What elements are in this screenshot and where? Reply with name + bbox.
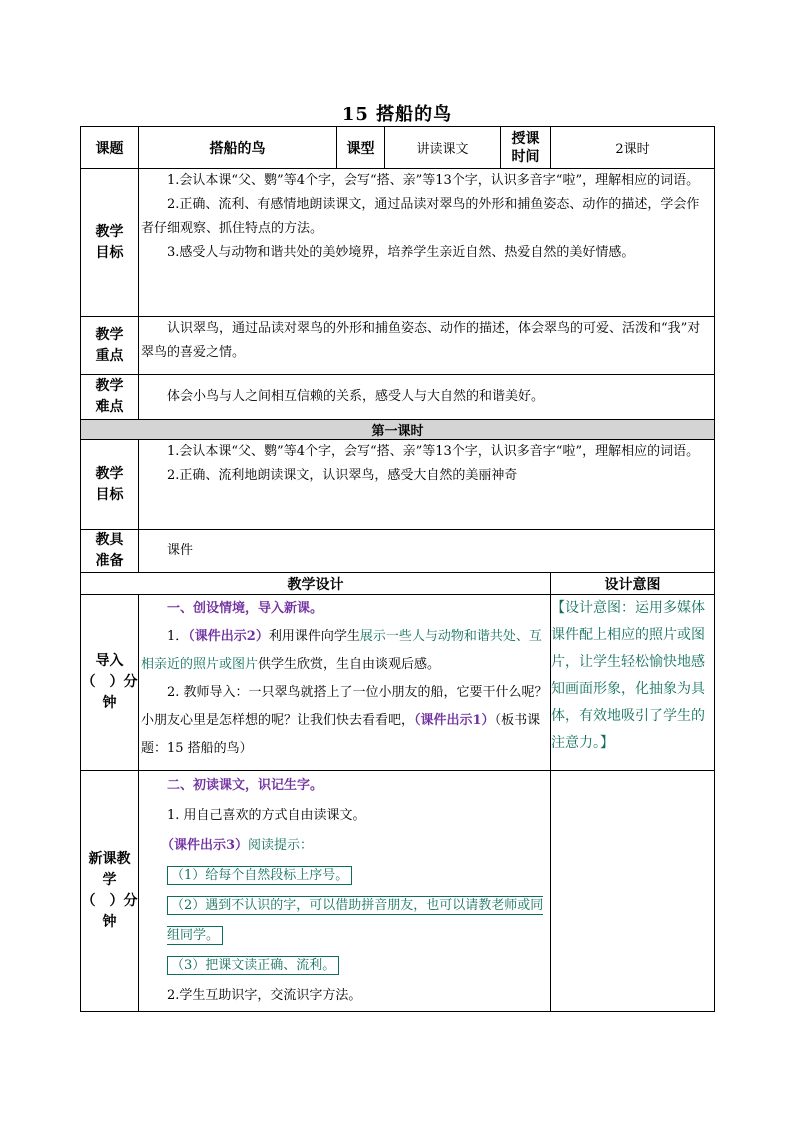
newlesson-reading-tip xyxy=(139,831,550,861)
newlesson-hint-1 xyxy=(139,861,550,891)
goals-content xyxy=(139,169,715,317)
intro-p1-b: 供学生欣赏，生自由谈观后感。 xyxy=(258,657,441,672)
newlesson-heading-text: 二、初读课文，识记生字。 xyxy=(167,778,324,793)
intro-p1-a: 利用课件向学生 xyxy=(268,629,360,644)
first-goals-label: 教学 目标 xyxy=(81,440,139,530)
type-label: 课型 xyxy=(337,127,385,169)
prep-label: 教具 准备 xyxy=(81,530,139,573)
hours-value: 2课时 xyxy=(551,127,715,169)
intro-p2-b: （板书课题：15 搭船的鸟） xyxy=(141,713,541,756)
type-value: 讲读课文 xyxy=(385,127,501,169)
intro-p2-tag: （课件出示1） xyxy=(414,713,495,728)
goals-label: 教学 目标 xyxy=(81,169,139,317)
newlesson-content xyxy=(139,771,551,1012)
intro-intent: 【设计意图：运用多媒体课件配上相应的照片或图片，让学生轻松愉快地感知画面形象，化抽象为具体，有效地吸引了学生的注意力。】 xyxy=(551,595,715,771)
newlesson-hint-2 xyxy=(139,891,550,951)
goals-row xyxy=(81,169,715,317)
goal-item-1: 1.会认本课“父、鹦”等4个字，会写“搭、亲”等13个字，认识多音字“啦”，理解相应的词语。 xyxy=(167,173,700,188)
keypoints-row xyxy=(81,317,715,375)
goal-item-3: 3.感受人与动物和谐共处的美妙境界，培养学生亲近自然、热爱自然的美好情感。 xyxy=(167,245,635,260)
design-header-row xyxy=(81,573,715,595)
intro-heading-text: 一、创设情境，导入新课。 xyxy=(167,601,324,616)
newlesson-heading xyxy=(139,771,550,801)
intro-label: 导入 （ ）分 钟 xyxy=(81,595,139,771)
newlesson-tag: （课件出示3） xyxy=(161,838,249,853)
keypoints-content xyxy=(139,317,715,375)
course-value: 搭船的鸟 xyxy=(139,127,337,169)
newlesson-paragraph-1: 1. 用自己喜欢的方式自由读课文。 xyxy=(167,808,366,823)
first-goal-item-1: 1.会认本课“父、鹦”等4个字，会写“搭、亲”等13个字，认识多音字“啦”，理解相应的词语。 xyxy=(167,444,700,459)
header-row xyxy=(81,127,715,169)
page-title: 15 搭船的鸟 xyxy=(341,104,453,125)
design-header: 教学设计 xyxy=(81,573,551,595)
intro-paragraph-1 xyxy=(139,623,550,679)
first-goals-content xyxy=(139,440,715,530)
newlesson-row xyxy=(81,771,715,1012)
hint-box-1: （1）给每个自然段标上序号。 xyxy=(167,866,352,885)
intro-p1-green: 展示一些人与动物和谐共处、互相亲近的照片或图片 xyxy=(141,629,542,672)
newlesson-label: 新课教 学 （ ）分 钟 xyxy=(81,771,139,1012)
intent-header: 设计意图 xyxy=(551,573,715,595)
difficulty-row xyxy=(81,375,715,420)
prep-value: 课件 xyxy=(167,543,194,558)
intro-row xyxy=(81,595,715,771)
lesson-plan-table xyxy=(80,126,715,1012)
difficulty-text: 体会小鸟与人之间相互信赖的关系，感受人与大自然的和谐美好。 xyxy=(167,389,545,404)
difficulty-content xyxy=(139,375,715,420)
intro-heading xyxy=(139,595,550,623)
intro-paragraph-2 xyxy=(139,679,550,763)
intro-content xyxy=(139,595,551,771)
first-goals-row xyxy=(81,440,715,530)
prep-row xyxy=(81,530,715,573)
prep-content xyxy=(139,530,715,573)
course-label: 课题 xyxy=(81,127,139,169)
newlesson-intent xyxy=(551,771,715,1012)
hint-box-2: （2）遇到不认识的字，可以借助拼音朋友，也可以请教老师或同组同学。 xyxy=(167,898,544,943)
goal-item-2: 2.正确、流利、有感情地朗读课文，通过品读对翠鸟的外形和捕鱼姿态、动作的描述，学会作者仔细观察、抓住特点的方法。 xyxy=(141,197,700,236)
difficulty-label: 教学 难点 xyxy=(81,375,139,420)
newlesson-paragraph-2: 2.学生互助识字，交流识字方法。 xyxy=(167,988,362,1003)
keypoints-text: 认识翠鸟，通过品读对翠鸟的外形和捕鱼姿态、动作的描述，体会翠鸟的可爱、活泼和“我”对翠鸟的喜爱之情。 xyxy=(141,321,701,360)
newlesson-tag-after: 阅读提示： xyxy=(248,838,314,853)
first-lesson-row xyxy=(81,420,715,440)
hint-box-3: （3）把课文读正确、流利。 xyxy=(167,956,339,975)
intro-p2-a: 2. 教师导入：一只翠鸟就搭上了一位小朋友的船，它要干什么呢？小朋友心里是怎样想的呢？让我们快去看看吧， xyxy=(141,685,548,728)
intro-p1-tag: （课件出示2） xyxy=(188,629,269,644)
hours-label: 授课 时间 xyxy=(501,127,551,169)
first-lesson-label: 第一课时 xyxy=(81,420,715,440)
newlesson-hint-3 xyxy=(139,951,550,981)
first-goal-item-2: 2.正确、流利地朗读课文，认识翠鸟，感受大自然的美丽神奇 xyxy=(167,468,518,483)
intro-p1-num: 1． xyxy=(167,629,189,644)
keypoints-label: 教学 重点 xyxy=(81,317,139,375)
